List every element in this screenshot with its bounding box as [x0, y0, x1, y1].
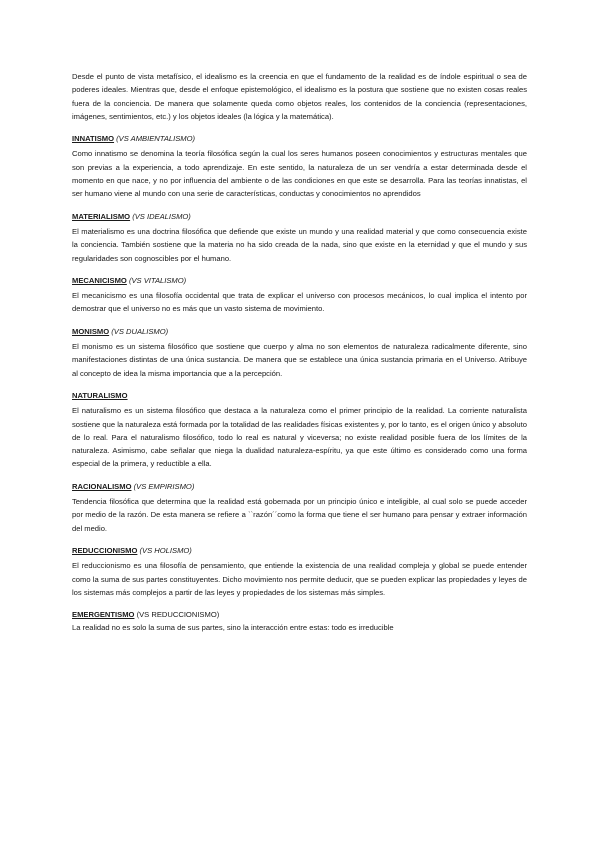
- document-page: [72, 70, 527, 635]
- section-heading: [72, 132, 527, 145]
- section-title: MATERIALISMO: [72, 211, 131, 221]
- section-body: La realidad no es solo la suma de sus partes, sino la interacción entre estas: todo es irreducible: [72, 623, 394, 633]
- section-body: El mecanicismo es una filosofía occidental que trata de explicar el universo con procesos mecánicos, lo cual implica el intento por demostrar que el universo no es más que un vasto sistema de movimiento.: [72, 291, 527, 314]
- section-body: El reduccionismo es una filosofía de pensamiento, que entiende la existencia de una realidad compleja y global se puede entender como la suma de sus partes constituyentes. Dicho movimiento nos permite deducir, que se pueden explicar las propiedades y leyes de los sistemas más complejos a partir de las leyes y propiedades de los sistemas más simples.: [72, 561, 527, 597]
- section-reduccionismo: [72, 544, 527, 599]
- section-mecanicismo: [72, 274, 527, 316]
- section-contrast: (VS HOLISMO): [137, 545, 192, 555]
- section-title: REDUCCIONISMO: [72, 545, 138, 555]
- section-heading: [72, 325, 527, 338]
- section-heading: [72, 389, 527, 402]
- section-body: El materialismo es una doctrina filosófica que defiende que existe un mundo y una realidad material y que como consecuencia existe la conciencia. También sostiene que la materia no ha sido creada de la nada, sino que existe en la eternidad y que el mundo y sus regularidades son cognoscibles por el humano.: [72, 226, 527, 263]
- section-racionalismo: [72, 480, 527, 535]
- section-title: EMERGENTISMO: [72, 610, 135, 620]
- section-body: El naturalismo es un sistema filosófico que destaca a la naturaleza como el primer principio de la realidad. La corriente naturalista sostiene que la naturaleza está formada por la totalidad de las realidades físicas existentes y, por lo tanto, es el origen único y absoluto de lo real. Para el naturalismo filosófico, todo lo real es natural y viceversa; no existe realidad posible fuera de los límites de la naturaleza. Asimismo, cabe señalar que niega la dualidad naturaleza-espíritu, ya que este último es considerado como una forma especial de la primera, y reductible a ella.: [72, 406, 527, 469]
- section-body: Tendencia filosófica que determina que la realidad está gobernada por un principio único e inteligible, al cual solo se puede acceder por medio de la razón. De esta manera se refiere a ``razón´´como la forma que tiene el ser humano para pensar y extraer información del medio.: [72, 497, 527, 533]
- section-body: Como innatismo se denomina la teoría filosófica según la cual los seres humanos poseen conocimientos y estructuras mentales que son previas a la experiencia, a todo aprendizaje. En este sentido, la naturaleza de un ser vendría a estar determinada desde el momento en que nace, y no por influencia del ambiente o de las condiciones en que este se desarrolla. Para las teorías innatistas, el ser humano viene al mundo con una serie de características, conductas y conocimientos no aprendidos: [72, 149, 527, 199]
- section-naturalismo: [72, 389, 527, 471]
- section-contrast: (VS REDUCCIONISMO): [134, 610, 220, 620]
- section-contrast: (VS AMBIENTALISMO): [114, 134, 196, 144]
- section-heading: [72, 608, 527, 621]
- intro-paragraph: Desde el punto de vista metafísico, el idealismo es la creencia en que el fundamento de la realidad es de índole espiritual o sea de poderes ideales. Mientras que, desde el enfoque epistemológico, el idealismo es la postura que sostiene que no existen cosas reales fuera de la conciencia. De manera que solamente queda como objetos reales, los contenidos de la conciencia (representaciones, imágenes, sentimientos, etc.) y los objetos ideales (la lógica y la matemática).: [72, 72, 527, 121]
- section-contrast: (VS IDEALISMO): [130, 211, 191, 221]
- section-heading: [72, 210, 527, 223]
- section-contrast: (VS DUALISMO): [109, 326, 169, 336]
- section-heading: [72, 544, 527, 557]
- section-heading: [72, 480, 527, 493]
- section-body: El monismo es un sistema filosófico que sostiene que cuerpo y alma no son elementos de naturaleza radicalmente diferente, sino manifestaciones distintas de una única sustancia. De manera que se establece una única sustancia primaria en el Universo. Atribuye al concepto de idea la misma importancia que a la percepción.: [72, 342, 527, 378]
- section-materialismo: [72, 210, 527, 265]
- section-title: MECANICISMO: [72, 275, 127, 285]
- section-contrast: (VS VITALISMO): [126, 275, 187, 285]
- section-title: MONISMO: [72, 326, 110, 336]
- section-emergentismo: [72, 608, 527, 635]
- section-title: INNATISMO: [72, 134, 115, 144]
- section-heading: [72, 274, 527, 287]
- section-innatismo: [72, 132, 527, 200]
- section-monismo: [72, 325, 527, 380]
- section-contrast: (VS EMPIRISMO): [131, 481, 195, 491]
- section-title: NATURALISMO: [72, 390, 128, 400]
- section-title: RACIONALISMO: [72, 481, 132, 491]
